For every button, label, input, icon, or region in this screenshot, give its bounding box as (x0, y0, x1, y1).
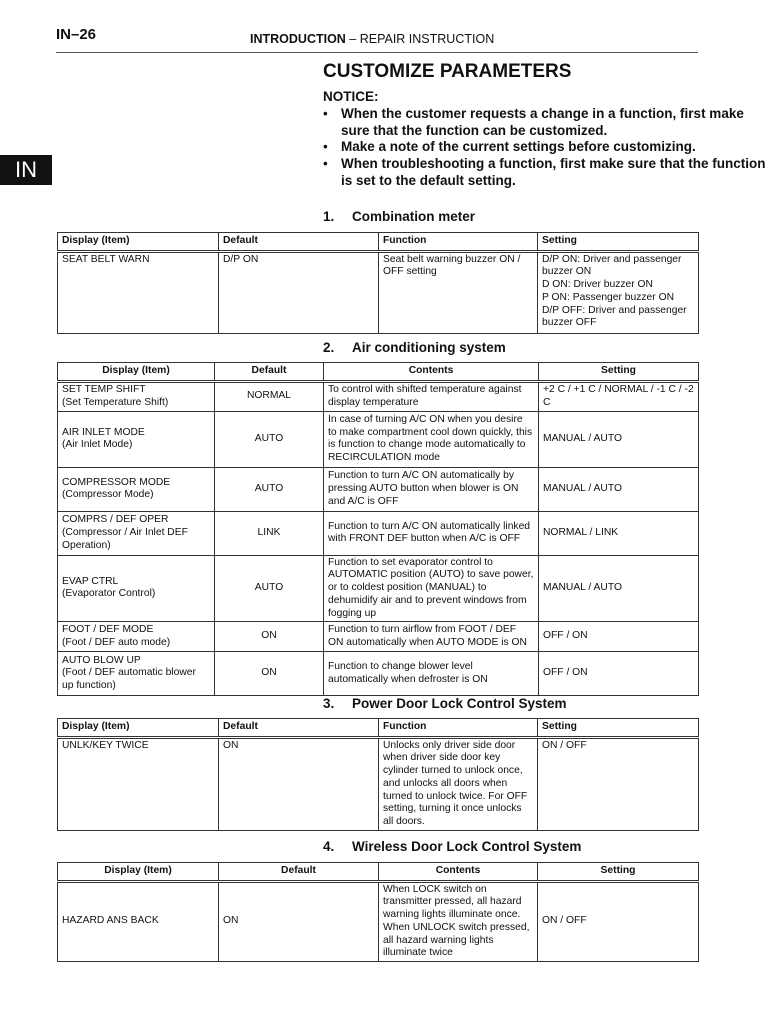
table-row (58, 881, 699, 961)
table-cell: AIR INLET MODE (Air Inlet Mode) (58, 411, 215, 467)
chapter-tab: IN (0, 155, 52, 185)
notice-label: NOTICE: (323, 89, 379, 104)
table-cell: ON / OFF (538, 881, 699, 961)
column-header: Setting (538, 719, 699, 738)
table-cell: ON (219, 881, 379, 961)
table-cell: ON (219, 737, 379, 830)
table-header-row (58, 363, 699, 382)
table-cell: UNLK/KEY TWICE (58, 737, 219, 830)
table-cell: D/P ON (219, 251, 379, 333)
section-heading-combination-meter (323, 209, 475, 224)
header-section: INTRODUCTION (250, 32, 346, 46)
table-row (58, 381, 699, 411)
table-row (58, 555, 699, 622)
table-cell: Unlocks only driver side door when driver side door key cylinder turned to unlock once, and unlocks all doors when turned to unlock twice. For OFF setting, turning it once unlocks all doors. (379, 737, 538, 830)
table-cell: FOOT / DEF MODE (Foot / DEF auto mode) (58, 622, 215, 652)
table-cell: OFF / ON (539, 622, 699, 652)
table-cell: MANUAL / AUTO (539, 411, 699, 467)
table-cell: MANUAL / AUTO (539, 555, 699, 622)
column-header: Display (Item) (58, 233, 219, 252)
header-rule (56, 52, 698, 53)
table-cell: Function to turn A/C ON automatically linked with FRONT DEF button when A/C is OFF (324, 511, 539, 555)
table-combination-meter (57, 232, 699, 334)
table-cell: OFF / ON (539, 652, 699, 696)
table-row (58, 652, 699, 696)
table-row (58, 511, 699, 555)
table-cell: SET TEMP SHIFT (Set Temperature Shift) (58, 381, 215, 411)
section-number: 2. (323, 340, 335, 355)
running-header (250, 32, 494, 46)
table-cell: LINK (215, 511, 324, 555)
table-header-row (58, 863, 699, 882)
section-title: Combination meter (352, 209, 476, 224)
table-cell: To control with shifted temperature against display temperature (324, 381, 539, 411)
table-wireless-door-lock (57, 862, 699, 962)
table-row (58, 251, 699, 333)
table-header-row (58, 233, 699, 252)
column-header: Default (219, 863, 379, 882)
page-number: IN–26 (56, 26, 97, 43)
table-cell: Function to turn airflow from FOOT / DEF ON automatically when AUTO MODE is ON (324, 622, 539, 652)
table-cell: AUTO (215, 467, 324, 511)
table-cell: AUTO (215, 411, 324, 467)
section-number: 1. (323, 209, 335, 224)
table-air-conditioning (57, 362, 699, 696)
table-cell: ON / OFF (538, 737, 699, 830)
column-header: Display (Item) (58, 363, 215, 382)
table-row (58, 737, 699, 830)
page-title: CUSTOMIZE PARAMETERS (323, 61, 572, 82)
notice-block (323, 89, 768, 190)
column-header: Default (219, 719, 379, 738)
table-cell: When LOCK switch on transmitter pressed, all hazard warning lights illuminate once. When UNLOCK switch pressed, all hazard warning lights illuminate twice (379, 881, 538, 961)
table-header-row (58, 719, 699, 738)
notice-item: • When the customer requests a change in a function, first make sure that the function can be customized. (323, 106, 768, 140)
section-number: 4. (323, 839, 335, 854)
table-cell: Seat belt warning buzzer ON / OFF setting (379, 251, 538, 333)
column-header: Contents (379, 863, 538, 882)
column-header: Default (215, 363, 324, 382)
section-title: Wireless Door Lock Control System (352, 839, 582, 854)
column-header: Display (Item) (58, 863, 219, 882)
section-heading-power-door-lock (323, 696, 567, 711)
table-cell: NORMAL / LINK (539, 511, 699, 555)
table-cell: ON (215, 652, 324, 696)
table-cell: HAZARD ANS BACK (58, 881, 219, 961)
column-header: Setting (538, 233, 699, 252)
table-cell: Function to turn A/C ON automatically by pressing AUTO button when blower is ON and A/C is OFF (324, 467, 539, 511)
column-header: Setting (539, 363, 699, 382)
table-cell: Function to set evaporator control to AUTOMATIC position (AUTO) to save power, or to coldest position (MANUAL) to dehumidify air and to prevent windows from fogging up (324, 555, 539, 622)
notice-item: • When troubleshooting a function, first make sure that the function is set to the default setting. (323, 156, 768, 190)
table-cell: MANUAL / AUTO (539, 467, 699, 511)
table-power-door-lock (57, 718, 699, 831)
table-cell: AUTO (215, 555, 324, 622)
column-header: Setting (538, 863, 699, 882)
table-cell: +2 C / +1 C / NORMAL / -1 C / -2 C (539, 381, 699, 411)
column-header: Default (219, 233, 379, 252)
section-title: Power Door Lock Control System (352, 696, 567, 711)
header-subsection: – REPAIR INSTRUCTION (345, 32, 495, 46)
table-cell: D/P ON: Driver and passenger buzzer ON D ON: Driver buzzer ON P ON: Passenger buzzer ON D/P OFF: Driver and passenger buzzer OFF (538, 251, 699, 333)
table-cell: NORMAL (215, 381, 324, 411)
table-cell: SEAT BELT WARN (58, 251, 219, 333)
section-title: Air conditioning system (352, 340, 506, 355)
table-row (58, 411, 699, 467)
table-cell: EVAP CTRL (Evaporator Control) (58, 555, 215, 622)
table-cell: COMPRESSOR MODE (Compressor Mode) (58, 467, 215, 511)
table-cell: ON (215, 622, 324, 652)
column-header: Contents (324, 363, 539, 382)
column-header: Display (Item) (58, 719, 219, 738)
table-cell: In case of turning A/C ON when you desire to make compartment cool down quickly, this is function to change mode automatically to RECIRCULATION mode (324, 411, 539, 467)
section-number: 3. (323, 696, 335, 711)
column-header: Function (379, 233, 538, 252)
table-row (58, 622, 699, 652)
notice-item: • Make a note of the current settings before customizing. (323, 139, 768, 156)
column-header: Function (379, 719, 538, 738)
section-heading-wireless-door-lock (323, 839, 581, 854)
section-heading-air-conditioning (323, 340, 506, 355)
table-cell: AUTO BLOW UP (Foot / DEF automatic blower up function) (58, 652, 215, 696)
table-row (58, 467, 699, 511)
table-cell: Function to change blower level automatically when defroster is ON (324, 652, 539, 696)
table-cell: COMPRS / DEF OPER (Compressor / Air Inlet DEF Operation) (58, 511, 215, 555)
